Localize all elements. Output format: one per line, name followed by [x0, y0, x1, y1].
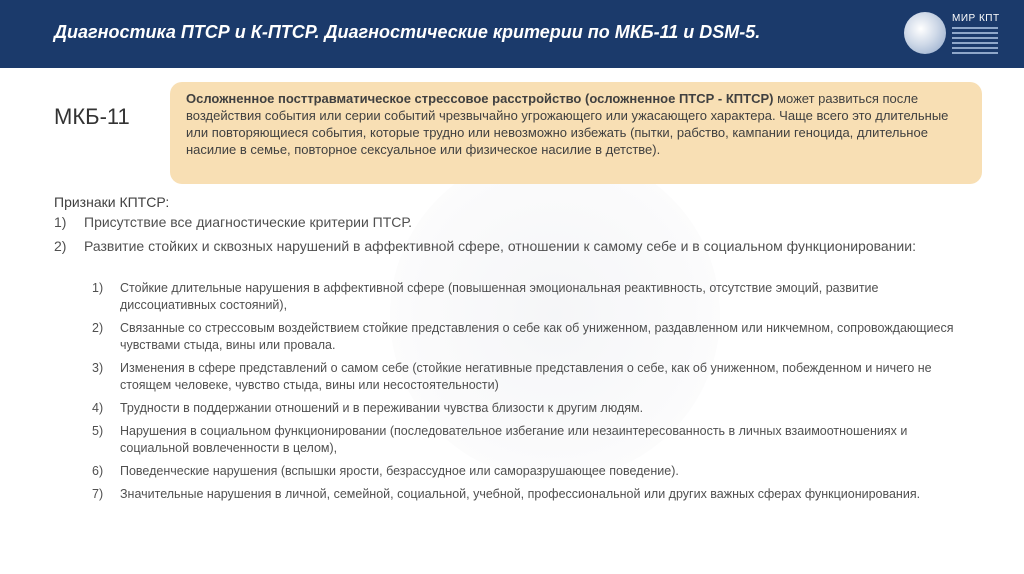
logo: [904, 10, 1012, 58]
list-item: [54, 237, 954, 256]
item-text: Нарушения в социальном функционировании (последовательное избегание или незаинтересованность в личных взаимоотношениях и социальной вовлеченности в целом),: [120, 424, 908, 455]
item-text: Трудности в поддержании отношений и в переживании чувства близости к другим людям.: [120, 401, 644, 415]
sub-criteria-list: [92, 280, 972, 509]
item-text: Стойкие длительные нарушения в аффективной сфере (повышенная эмоциональная реактивность, отсутствие эмоций, развитие диссоциативных состояний),: [120, 281, 879, 312]
item-number: 7): [92, 487, 104, 501]
definition-callout: [170, 82, 982, 184]
main-criteria-list: [54, 213, 954, 261]
item-number: 6): [92, 464, 104, 478]
logo-tagline-lines: [952, 27, 998, 57]
list-item: [54, 213, 954, 232]
logo-name: МИР КПТ: [952, 13, 1000, 24]
item-text: Присутствие все диагностические критерии ПТСР.: [84, 214, 412, 230]
item-number: 5): [92, 424, 104, 438]
callout-bold-term: Осложненное посттравматическое стрессовое расстройство (осложненное ПТСР - КПТСР): [186, 91, 774, 106]
item-number: 2): [54, 238, 67, 254]
item-number: 4): [92, 401, 104, 415]
list-item: [92, 423, 972, 457]
list-item: [92, 320, 972, 354]
list-item: [92, 280, 972, 314]
list-item: [92, 400, 972, 417]
list-item: [92, 360, 972, 394]
callout-text: может развиться после воздействия события или серии событий чрезвычайно угрожающего или ужасающего характера. Чаще всего это длительные или повторяющиеся события, которые трудно или невозможно избежать (пытки, рабство, кампании геноцида, длительное насилие в семье, повторное сексуальное или физическое насилие в детстве).: [186, 91, 949, 157]
list-item: [92, 486, 972, 503]
list-item: [92, 463, 972, 480]
icd-label: МКБ-11: [54, 104, 130, 129]
item-text: Развитие стойких и сквозных нарушений в аффективной сфере, отношении к самому себе и в социальном функционировании:: [84, 238, 916, 254]
item-number: 1): [54, 214, 67, 230]
item-text: Поведенческие нарушения (вспышки ярости, безрассудное или саморазрушающее поведение).: [120, 464, 679, 478]
item-number: 3): [92, 361, 104, 375]
item-text: Изменения в сфере представлений о самом себе (стойкие негативные представления о себе, как об униженном, побежденном и ничего не стоящем человеке, чувство стыда, вины или несостоятельности): [120, 361, 932, 392]
slide-title: Диагностика ПТСР и К-ПТСР. Диагностические критерии по МКБ-11 и DSM-5.: [54, 22, 761, 42]
item-number: 2): [92, 321, 104, 335]
item-text: Связанные со стрессовым воздействием стойкие представления о себе как об униженном, раздавленном или никчемном, сопровождающиеся чувствами стыда, вины или провала.: [120, 321, 954, 352]
item-number: 1): [92, 281, 104, 295]
item-text: Значительные нарушения в личной, семейной, социальной, учебной, профессиональной или других важных сферах функционирования.: [120, 487, 921, 501]
signs-heading: Признаки КПТСР:: [54, 194, 170, 210]
header-bar: [0, 0, 1024, 68]
globe-icon: [904, 12, 946, 54]
